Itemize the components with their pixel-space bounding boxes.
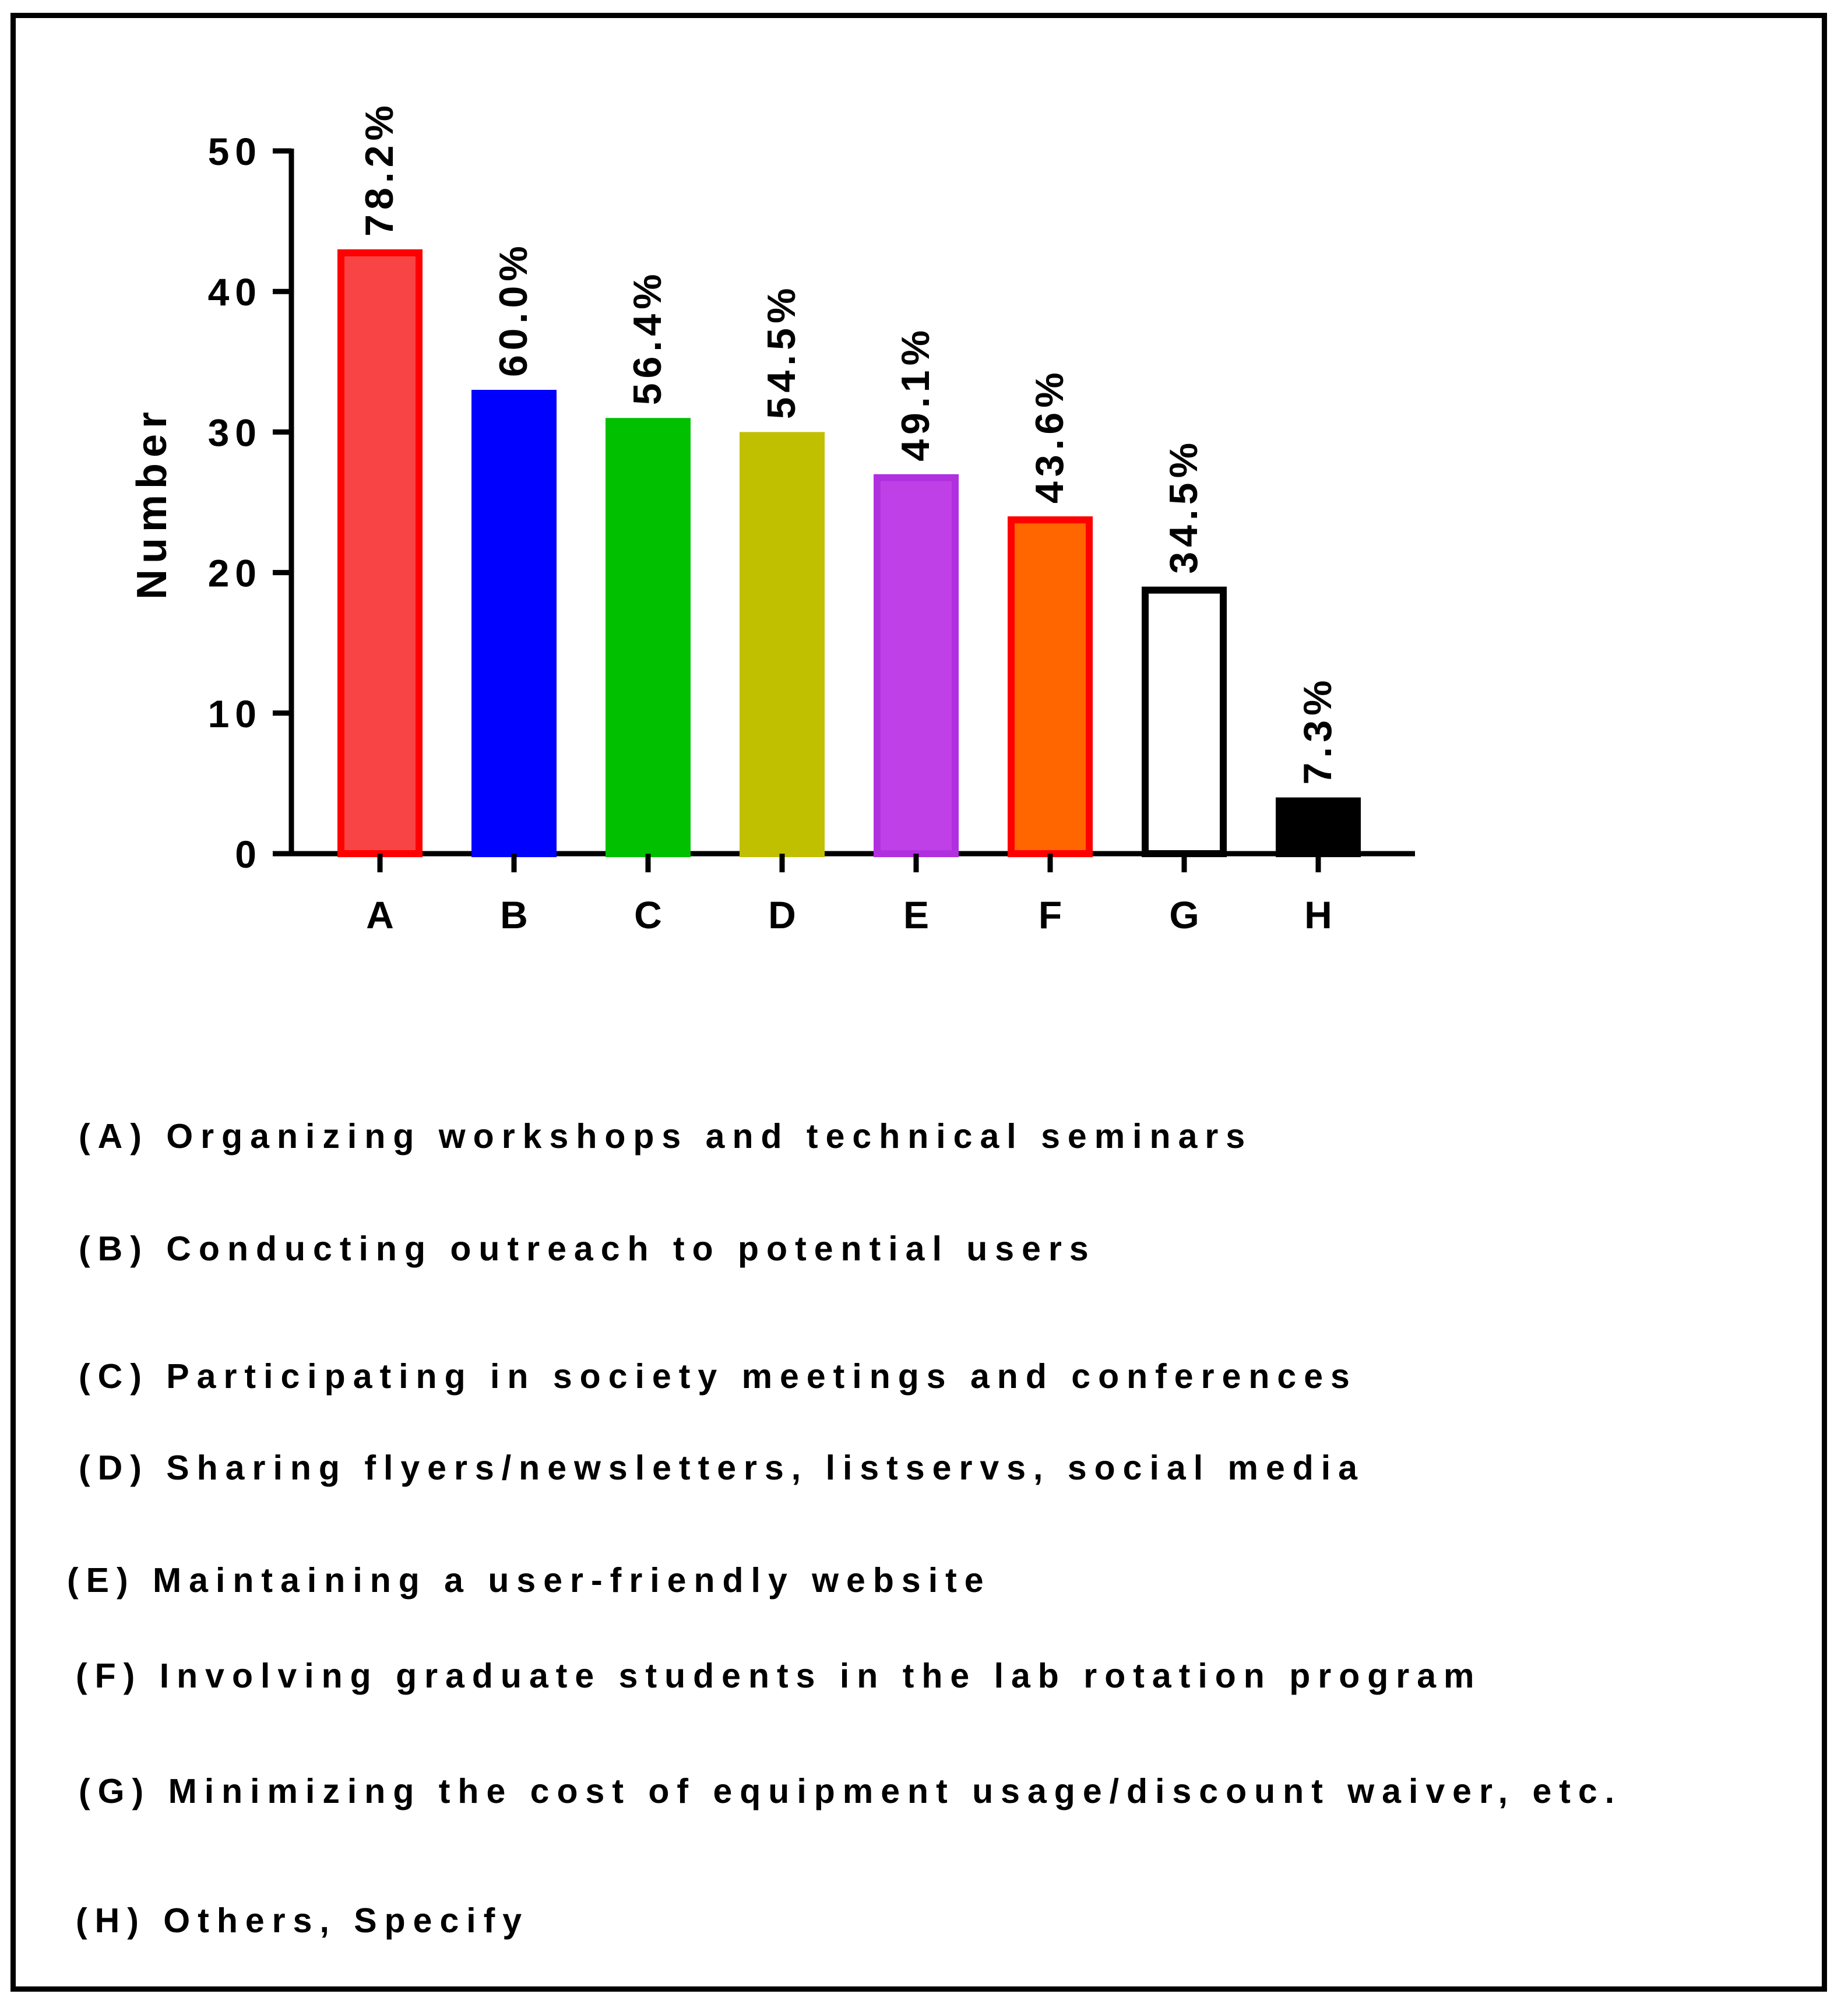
x-tick-label-a: A — [366, 893, 394, 936]
data-label-h: 7.3% — [1296, 675, 1340, 785]
data-label-g: 34.5% — [1161, 438, 1206, 574]
y-tick-label: 30 — [207, 411, 262, 455]
y-tick-label: 20 — [207, 551, 262, 595]
legend-item-e: (E) Maintaining a user-friendly website — [67, 1561, 991, 1600]
data-label-c: 56.4% — [625, 269, 670, 406]
data-label-e: 49.1% — [893, 325, 938, 462]
x-tick-label-e: E — [903, 893, 930, 936]
bar-g — [1145, 590, 1223, 854]
data-label-f: 43.6% — [1027, 368, 1072, 504]
bar-e — [877, 478, 955, 854]
bar-c — [609, 421, 687, 854]
y-tick-label: 10 — [207, 692, 262, 735]
bar-f — [1011, 520, 1089, 854]
x-tick-label-b: B — [500, 893, 528, 936]
x-tick-label-d: D — [768, 893, 796, 936]
x-tick-label-c: C — [634, 893, 662, 936]
bar-a — [341, 253, 419, 854]
legend-item-c: (C) Participating in society meetings and conferences — [79, 1357, 1357, 1396]
data-label-b: 60.0% — [491, 241, 536, 378]
bar-h — [1279, 801, 1357, 854]
data-label-a: 78.2% — [357, 101, 402, 237]
y-tick-label: 0 — [235, 833, 262, 876]
x-tick-label-h: H — [1304, 893, 1332, 936]
legend-item-f: (F) Involving graduate students in the lab rotation program — [76, 1657, 1482, 1695]
chart-marks — [208, 101, 1415, 936]
bar-d — [743, 435, 821, 854]
y-tick-label: 40 — [207, 270, 262, 314]
legend-item-d: (D) Sharing flyers/newsletters, listservs, social media — [79, 1449, 1365, 1487]
x-tick-label-f: F — [1038, 893, 1062, 936]
legend-item-g: (G) Minimizing the cost of equipment usage/discount waiver, etc. — [79, 1772, 1622, 1810]
data-label-d: 54.5% — [759, 283, 804, 420]
legend-item-a: (A) Organizing workshops and technical seminars — [79, 1117, 1253, 1156]
x-tick-label-g: G — [1169, 893, 1199, 936]
legend-item-b: (B) Conducting outreach to potential users — [79, 1230, 1096, 1268]
legend-item-h: (H) Others, Specify — [76, 1901, 530, 1940]
y-axis-label: Number — [129, 406, 175, 600]
y-tick-label: 50 — [207, 130, 262, 173]
bar-b — [475, 393, 553, 854]
